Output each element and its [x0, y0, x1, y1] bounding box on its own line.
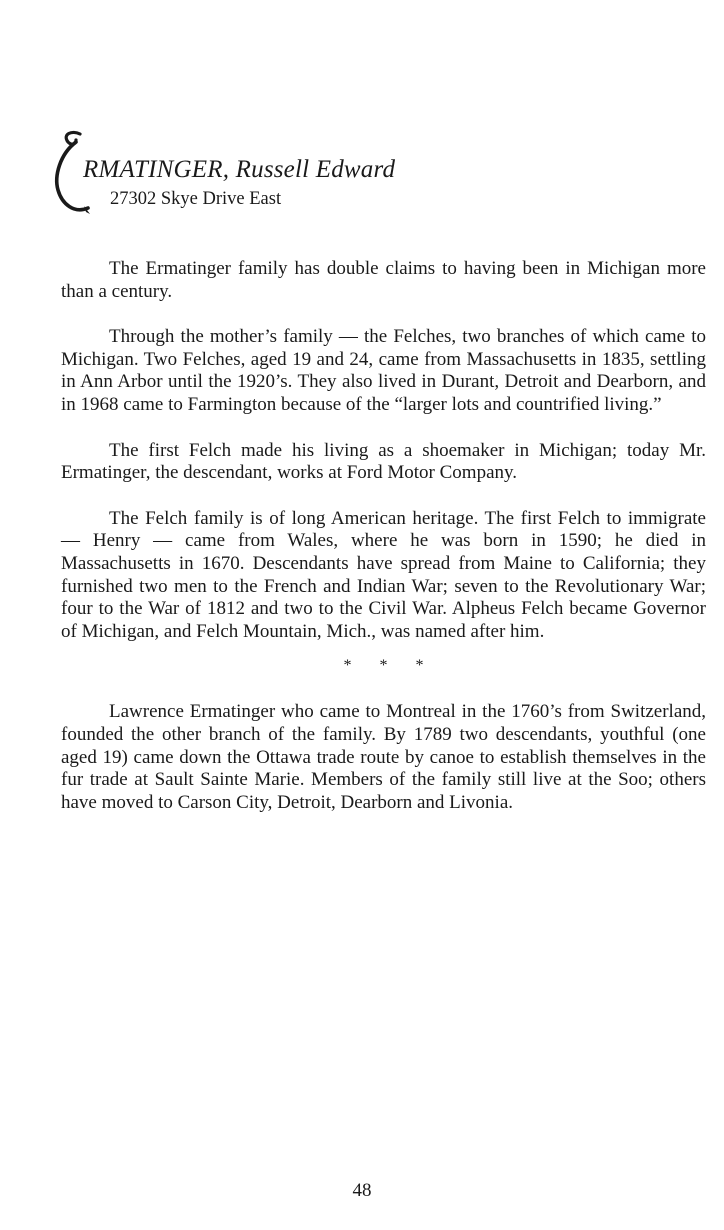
paragraph: Through the mother’s family — the Felches, two branches of which came to Michigan. Two Felches, aged 19 and 24, came from Massachusetts in 1835, settling in Ann Arbor until the 1920’s. They also lived in Durant, Detroit and Dearborn, and in 1968 came to Farmington because of the “larger lots and countrified living.”	[61, 326, 706, 415]
paragraph: Lawrence Ermatinger who came to Montreal in the 1760’s from Switzerland, founded the other branch of the family. By 1789 two descendants, youthful (one aged 19) came down the Ottawa trade route by canoe to establish themselves in the fur trade at Sault Sainte Marie. Members of the family still live at the Soo; others have moved to Carson City, Detroit, Dearborn and Livonia.	[61, 701, 706, 813]
page-number: 48	[352, 1180, 372, 1201]
paragraph: The Ermatinger family has double claims to having been in Michigan more than a century.	[61, 258, 706, 302]
given-names: Russell Edward	[235, 156, 396, 183]
paragraph: The Felch family is of long American heritage. The first Felch to immigrate — Henry — came from Wales, where he was born in 1590; he died in Massachusetts in 1670. Descendants have spread from Maine to California; they furnished two men to the French and Indian War; seven to the Revolutionary War; four to the War of 1812 and two to the Civil War. Alpheus Felch became Governor of Michigan, and Felch Mountain, Mich., was named after him.	[61, 507, 706, 642]
entry-name	[83, 156, 395, 184]
section-divider: * * *	[343, 657, 436, 675]
entry-address: 27302 Skye Drive East	[110, 189, 282, 209]
surname-rest: RMATINGER,	[83, 156, 230, 183]
body-text	[61, 258, 706, 814]
entry-header	[50, 128, 670, 228]
paragraph: The first Felch made his living as a shoemaker in Michigan; today Mr. Ermatinger, the descendant, works at Ford Motor Company.	[61, 439, 706, 484]
